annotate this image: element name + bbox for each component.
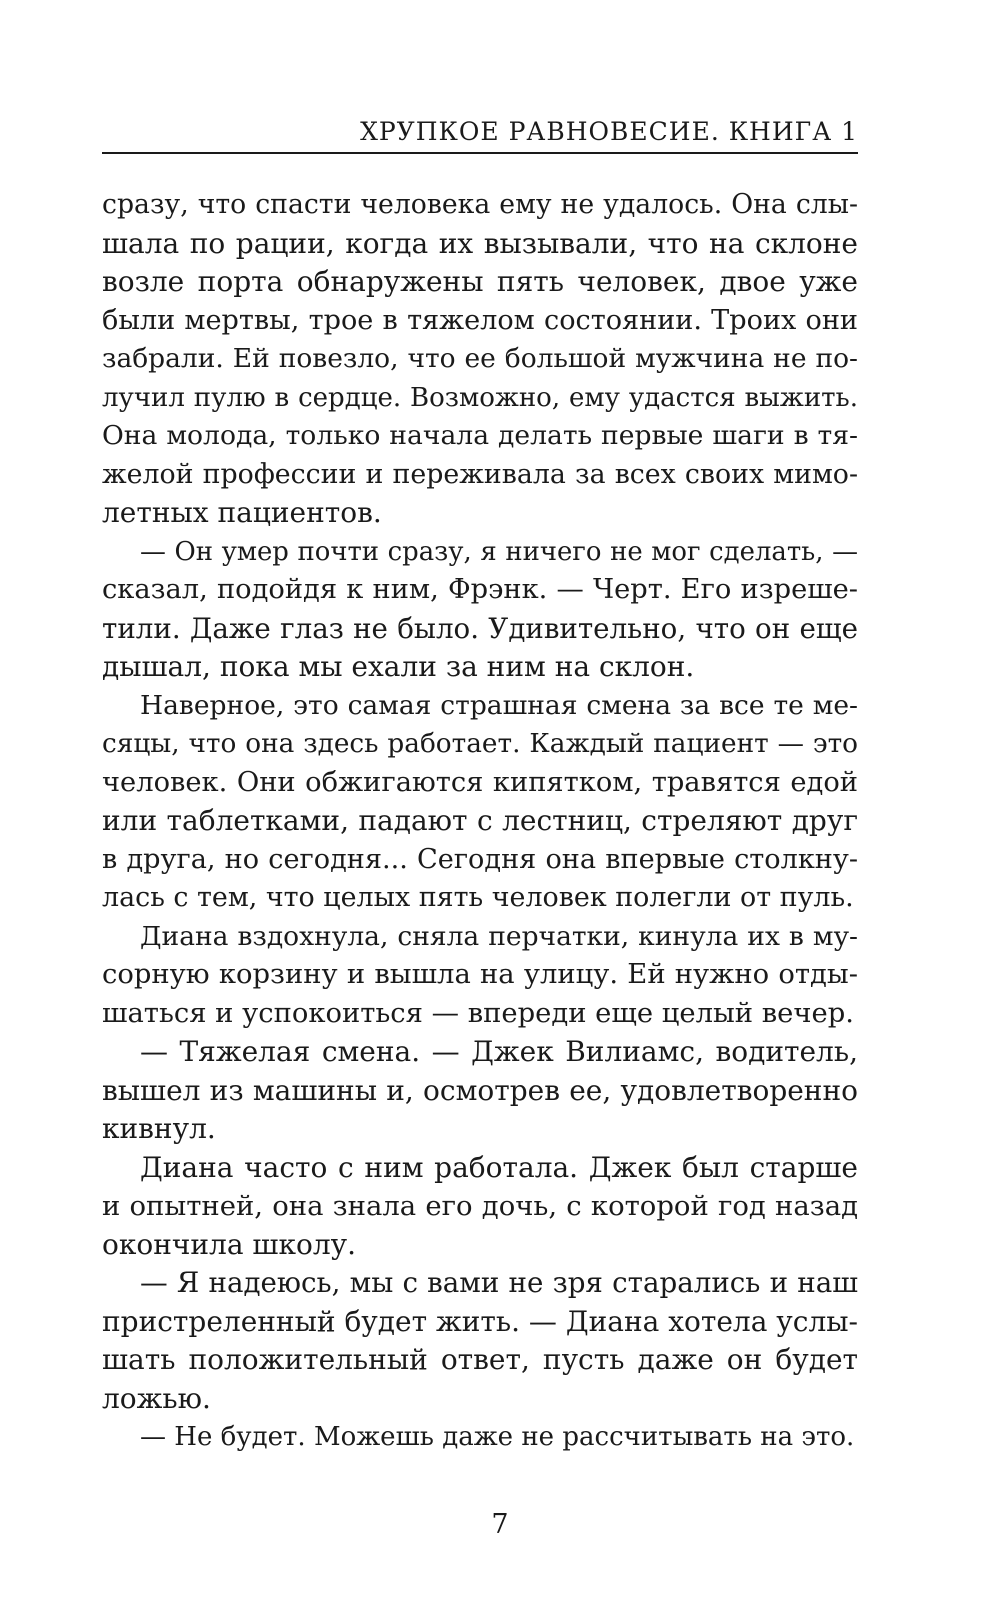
text-line: возле порта обнаружены пять человек, двое уже (102, 265, 858, 298)
text-line: Наверное, это самая страшная смена за все те ме- (140, 689, 858, 721)
text-line: — Не будет. Можешь даже не рассчитывать на это. (140, 1422, 855, 1452)
text-line: пристреленный будет жить. — Диана хотела услы- (102, 1304, 858, 1338)
text-line: сяцы, что она здесь работает. Каждый пациент — это (102, 729, 858, 759)
text-line: кивнул. (102, 1112, 216, 1145)
book-title-header: ХРУПКОЕ РАВНОВЕСИЕ. КНИГА 1 (360, 117, 858, 146)
text-line: Она молода, только начала делать первые шаги в тя- (102, 420, 858, 451)
text-line: в друга, но сегодня... Сегодня она впервые столкну- (102, 843, 858, 875)
text-line: лась с тем, что целых пять человек полегли от пуль. (102, 882, 854, 913)
text-line: лучил пулю в сердце. Возможно, ему удастся выжить. (102, 382, 858, 413)
running-header (102, 112, 858, 154)
text-line: дышал, пока мы ехали за ним на склон. (102, 650, 695, 683)
page-number: 7 (491, 1509, 509, 1540)
text-line: сразу, что спасти человека ему не удалось. Она слы- (102, 189, 858, 220)
text-line: были мертвы, трое в тяжелом состоянии. Троих они (102, 304, 858, 336)
text-line: вышел из машины и, осмотрев ее, удовлетворенно (102, 1073, 858, 1107)
text-line: Диана вздохнула, сняла перчатки, кинула их в му- (140, 920, 858, 952)
text-line: желой профессии и переживала за всех своих мимо- (102, 458, 858, 490)
text-line: — Тяжелая смена. — Джек Вилиамс, водитель, (140, 1035, 858, 1068)
text-line: шаться и успокоиться — впереди еще целый вечер. (102, 997, 854, 1029)
text-line: сорную корзину и вышла на улицу. Ей нужно отды- (102, 959, 858, 990)
text-line: окончила школу. (102, 1227, 356, 1261)
text-line: забрали. Ей повезло, что ее большой мужчина не по- (102, 343, 858, 374)
body-text (102, 186, 858, 1457)
text-line: летных пациентов. (102, 496, 382, 529)
text-line: тили. Даже глаз не было. Удивительно, что он еще (102, 611, 858, 645)
text-line: — Он умер почти сразу, я ничего не мог сделать, — (140, 536, 858, 567)
text-line: или таблетками, падают с лестниц, стреляют друг (102, 804, 858, 837)
text-line: шать положительный ответ, пусть даже он будет (102, 1343, 858, 1376)
text-line: ложью. (102, 1381, 211, 1415)
text-line: — Я надеюсь, мы с вами не зря старались и наш (140, 1266, 858, 1299)
text-line: сказал, подойдя к ним, Фрэнк. — Черт. Его изреше- (102, 574, 858, 605)
text-line: и опытней, она знала его дочь, с которой год назад (102, 1190, 858, 1222)
text-line: человек. Они обжигаются кипятком, травятся едой (102, 766, 858, 798)
text-line: Диана часто с ним работала. Джек был старше (140, 1150, 858, 1184)
text-line: шала по рации, когда их вызывали, что на склоне (102, 226, 858, 260)
